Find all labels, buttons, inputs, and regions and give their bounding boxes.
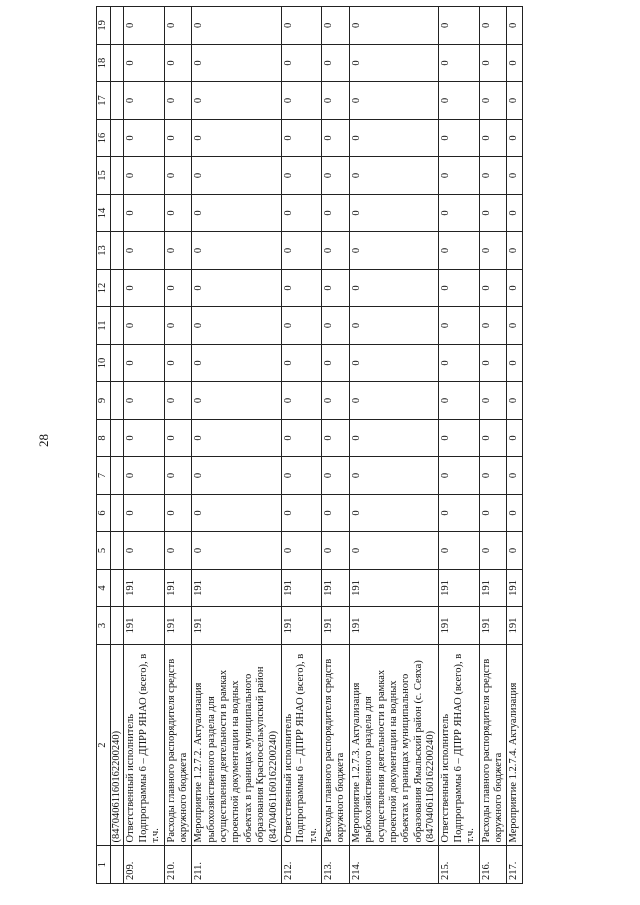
row-value-cell: 0 [507, 157, 522, 195]
row-value-cell: 0 [164, 382, 192, 420]
row-number: 211. [192, 846, 282, 884]
row-value-cell: 0 [479, 82, 507, 120]
row-number: 213. [322, 846, 350, 884]
row-number: 215. [439, 846, 479, 884]
row-value-cell: 0 [124, 494, 164, 532]
row-value-cell: 0 [439, 494, 479, 532]
row-value-cell: 0 [507, 194, 522, 232]
row-value-cell: 0 [192, 457, 282, 495]
row-value-cell: 0 [507, 232, 522, 270]
row-value-cell: 0 [479, 382, 507, 420]
row-value-cell: 0 [192, 232, 282, 270]
row-value-cell: 0 [349, 269, 439, 307]
row-value-cell: 0 [281, 419, 321, 457]
row-value-cell: 0 [479, 494, 507, 532]
row-value-cell: 0 [349, 157, 439, 195]
row-value-cell: 0 [349, 44, 439, 82]
row-value-cell [111, 44, 124, 82]
row-value-cell: 0 [479, 232, 507, 270]
row-value-cell: 0 [124, 382, 164, 420]
row-value-cell: 0 [281, 382, 321, 420]
row-value-cell: 0 [479, 344, 507, 382]
row-code-cell: 191 [192, 607, 282, 645]
column-header-3: 3 [97, 607, 111, 645]
row-code-cell: 191 [479, 607, 507, 645]
row-value-cell: 0 [281, 232, 321, 270]
row-value-cell: 0 [281, 532, 321, 570]
row-value-cell: 0 [281, 494, 321, 532]
row-number: 217. [507, 846, 522, 884]
row-value-cell: 0 [164, 532, 192, 570]
row-code-cell: 191 [349, 607, 439, 645]
row-value-cell: 0 [281, 269, 321, 307]
row-number: 210. [164, 846, 192, 884]
column-header-17: 17 [97, 82, 111, 120]
row-value-cell: 0 [124, 194, 164, 232]
row-code-cell: 191 [349, 569, 439, 607]
row-value-cell: 0 [164, 344, 192, 382]
row-value-cell: 0 [124, 232, 164, 270]
row-name: Мероприятие 1.2.7.2. Актуализация рыбохозяйственного раздела для осуществления деятельности в рамках проектной документации на водных объектах в границах муниципального образования Красноселькупский район (84704061160162200240) [192, 644, 282, 846]
page-number: 28 [36, 434, 51, 447]
row-value-cell: 0 [479, 119, 507, 157]
row-value-cell: 0 [507, 419, 522, 457]
column-header-18: 18 [97, 44, 111, 82]
row-value-cell: 0 [322, 157, 350, 195]
row-value-cell: 0 [192, 494, 282, 532]
column-header-14: 14 [97, 194, 111, 232]
table-row [439, 7, 479, 884]
row-value-cell: 0 [322, 232, 350, 270]
column-number-row [97, 7, 111, 884]
table-row [164, 7, 192, 884]
row-value-cell: 0 [124, 157, 164, 195]
column-header-15: 15 [97, 157, 111, 195]
row-value-cell: 0 [281, 307, 321, 345]
row-value-cell: 0 [349, 457, 439, 495]
row-value-cell: 0 [507, 82, 522, 120]
row-value-cell: 0 [322, 119, 350, 157]
row-value-cell: 0 [281, 44, 321, 82]
column-header-19: 19 [97, 7, 111, 45]
row-code-cell: 191 [322, 569, 350, 607]
column-header-5: 5 [97, 532, 111, 570]
row-value-cell: 0 [479, 532, 507, 570]
row-value-cell: 0 [507, 44, 522, 82]
row-value-cell: 0 [281, 457, 321, 495]
row-value-cell: 0 [192, 7, 282, 45]
row-value-cell: 0 [164, 194, 192, 232]
row-value-cell: 0 [124, 44, 164, 82]
row-value-cell [111, 232, 124, 270]
row-value-cell: 0 [479, 269, 507, 307]
row-code-cell: 191 [164, 569, 192, 607]
row-value-cell: 0 [124, 457, 164, 495]
row-value-cell: 0 [124, 307, 164, 345]
table-row [111, 7, 124, 884]
row-value-cell [111, 269, 124, 307]
row-value-cell: 0 [439, 344, 479, 382]
row-code-cell: 191 [281, 607, 321, 645]
row-value-cell: 0 [192, 157, 282, 195]
row-value-cell [111, 7, 124, 45]
column-header-12: 12 [97, 269, 111, 307]
row-code-cell: 191 [322, 607, 350, 645]
row-value-cell: 0 [507, 307, 522, 345]
row-value-cell: 0 [507, 119, 522, 157]
row-number: 212. [281, 846, 321, 884]
table-header [97, 7, 111, 884]
row-value-cell: 0 [124, 7, 164, 45]
row-value-cell: 0 [349, 232, 439, 270]
row-value-cell: 0 [281, 344, 321, 382]
row-value-cell: 0 [479, 157, 507, 195]
row-value-cell: 0 [349, 194, 439, 232]
row-value-cell: 0 [349, 344, 439, 382]
row-value-cell [111, 532, 124, 570]
row-value-cell: 0 [439, 194, 479, 232]
row-value-cell: 0 [349, 119, 439, 157]
row-value-cell: 0 [192, 532, 282, 570]
row-value-cell: 0 [322, 82, 350, 120]
row-value-cell: 0 [439, 532, 479, 570]
row-value-cell: 0 [124, 119, 164, 157]
row-value-cell: 0 [322, 494, 350, 532]
row-value-cell: 0 [322, 344, 350, 382]
row-value-cell: 0 [164, 269, 192, 307]
row-code-cell: 191 [281, 569, 321, 607]
row-name: Мероприятие 1.2.7.3. Актуализация рыбохозяйственного раздела для осуществления деятельности в рамках проектной документации на водных объектах в границах муниципального образования Ямальский район (с. Сеяха) (84704061160162200240) [349, 644, 439, 846]
row-value-cell: 0 [164, 7, 192, 45]
row-code-cell: 191 [507, 607, 522, 645]
row-value-cell [111, 419, 124, 457]
row-value-cell: 0 [322, 382, 350, 420]
row-code-cell: 191 [479, 569, 507, 607]
row-value-cell: 0 [192, 82, 282, 120]
row-value-cell: 0 [439, 382, 479, 420]
row-value-cell: 0 [281, 7, 321, 45]
row-value-cell: 0 [322, 44, 350, 82]
row-value-cell: 0 [439, 157, 479, 195]
row-name: (84704061160162200240) [111, 644, 124, 846]
row-value-cell: 0 [124, 344, 164, 382]
row-value-cell: 0 [124, 269, 164, 307]
table-row [349, 7, 439, 884]
row-value-cell: 0 [349, 7, 439, 45]
row-name: Ответственный исполнитель Подпрограммы 6 – ДПРР ЯНАО (всего), в т.ч. [124, 644, 164, 846]
row-value-cell: 0 [439, 232, 479, 270]
row-value-cell: 0 [479, 194, 507, 232]
row-value-cell: 0 [439, 307, 479, 345]
row-value-cell [111, 119, 124, 157]
table-row [507, 7, 522, 884]
row-value-cell: 0 [164, 494, 192, 532]
row-value-cell: 0 [322, 419, 350, 457]
row-value-cell: 0 [507, 269, 522, 307]
column-header-11: 11 [97, 307, 111, 345]
row-code-cell: 191 [124, 607, 164, 645]
row-value-cell: 0 [439, 119, 479, 157]
column-header-16: 16 [97, 119, 111, 157]
row-value-cell: 0 [439, 419, 479, 457]
row-value-cell: 0 [322, 194, 350, 232]
row-value-cell: 0 [164, 457, 192, 495]
row-number [111, 846, 124, 884]
column-header-7: 7 [97, 457, 111, 495]
column-header-1: 1 [97, 846, 111, 884]
row-value-cell: 0 [507, 382, 522, 420]
row-value-cell: 0 [507, 532, 522, 570]
row-value-cell [111, 457, 124, 495]
row-value-cell: 0 [192, 119, 282, 157]
row-value-cell: 0 [164, 232, 192, 270]
table-row [479, 7, 507, 884]
row-value-cell: 0 [507, 494, 522, 532]
row-number: 209. [124, 846, 164, 884]
table-body [111, 7, 523, 884]
column-header-10: 10 [97, 344, 111, 382]
column-header-6: 6 [97, 494, 111, 532]
row-code-cell [111, 607, 124, 645]
row-value-cell: 0 [192, 344, 282, 382]
row-value-cell: 0 [439, 82, 479, 120]
row-value-cell: 0 [507, 7, 522, 45]
table-row [322, 7, 350, 884]
row-value-cell [111, 494, 124, 532]
row-value-cell: 0 [349, 494, 439, 532]
row-value-cell: 0 [322, 7, 350, 45]
row-value-cell [111, 344, 124, 382]
row-value-cell: 0 [164, 119, 192, 157]
row-value-cell: 0 [164, 419, 192, 457]
table-row [124, 7, 164, 884]
rotated-table-container [96, 6, 616, 884]
row-value-cell: 0 [164, 82, 192, 120]
row-value-cell [111, 194, 124, 232]
row-value-cell: 0 [349, 307, 439, 345]
row-value-cell: 0 [281, 194, 321, 232]
row-code-cell: 191 [164, 607, 192, 645]
row-value-cell: 0 [281, 157, 321, 195]
row-value-cell: 0 [192, 44, 282, 82]
row-code-cell: 191 [439, 569, 479, 607]
row-value-cell: 0 [192, 194, 282, 232]
row-value-cell: 0 [124, 532, 164, 570]
row-value-cell: 0 [164, 44, 192, 82]
row-code-cell: 191 [507, 569, 522, 607]
row-value-cell: 0 [322, 269, 350, 307]
column-header-4: 4 [97, 569, 111, 607]
row-name: Ответственный исполнитель Подпрограммы 6 – ДПРР ЯНАО (всего), в т.ч. [439, 644, 479, 846]
row-name: Расходы главного распорядителя средств окружного бюджета [322, 644, 350, 846]
row-value-cell: 0 [439, 269, 479, 307]
row-value-cell: 0 [124, 82, 164, 120]
column-header-2: 2 [97, 644, 111, 846]
row-value-cell: 0 [192, 382, 282, 420]
row-value-cell: 0 [439, 44, 479, 82]
row-value-cell [111, 307, 124, 345]
row-value-cell: 0 [479, 419, 507, 457]
row-value-cell: 0 [479, 7, 507, 45]
row-value-cell: 0 [479, 44, 507, 82]
row-value-cell: 0 [507, 344, 522, 382]
row-value-cell: 0 [192, 419, 282, 457]
row-value-cell: 0 [349, 382, 439, 420]
column-header-9: 9 [97, 382, 111, 420]
table-row [192, 7, 282, 884]
row-value-cell: 0 [507, 457, 522, 495]
table-row [281, 7, 321, 884]
row-code-cell: 191 [124, 569, 164, 607]
column-header-13: 13 [97, 232, 111, 270]
row-value-cell: 0 [322, 307, 350, 345]
row-value-cell: 0 [164, 157, 192, 195]
row-value-cell: 0 [349, 82, 439, 120]
row-value-cell: 0 [322, 532, 350, 570]
row-name: Ответственный исполнитель Подпрограммы 6 – ДПРР ЯНАО (всего), в т.ч. [281, 644, 321, 846]
row-value-cell: 0 [281, 119, 321, 157]
row-value-cell: 0 [349, 532, 439, 570]
row-value-cell: 0 [192, 269, 282, 307]
row-value-cell: 0 [479, 307, 507, 345]
row-code-cell: 191 [439, 607, 479, 645]
column-header-8: 8 [97, 419, 111, 457]
row-number: 216. [479, 846, 507, 884]
row-value-cell: 0 [479, 457, 507, 495]
row-value-cell [111, 382, 124, 420]
row-value-cell: 0 [192, 307, 282, 345]
row-value-cell: 0 [281, 82, 321, 120]
row-value-cell: 0 [124, 419, 164, 457]
row-name: Мероприятие 1.2.7.4. Актуализация [507, 644, 522, 846]
budget-table [96, 6, 523, 884]
row-name: Расходы главного распорядителя средств окружного бюджета [164, 644, 192, 846]
row-value-cell: 0 [322, 457, 350, 495]
row-name: Расходы главного распорядителя средств окружного бюджета [479, 644, 507, 846]
row-value-cell: 0 [439, 457, 479, 495]
row-value-cell [111, 157, 124, 195]
row-value-cell [111, 82, 124, 120]
row-value-cell: 0 [439, 7, 479, 45]
row-number: 214. [349, 846, 439, 884]
row-code-cell: 191 [192, 569, 282, 607]
row-value-cell: 0 [349, 419, 439, 457]
row-code-cell [111, 569, 124, 607]
row-value-cell: 0 [164, 307, 192, 345]
